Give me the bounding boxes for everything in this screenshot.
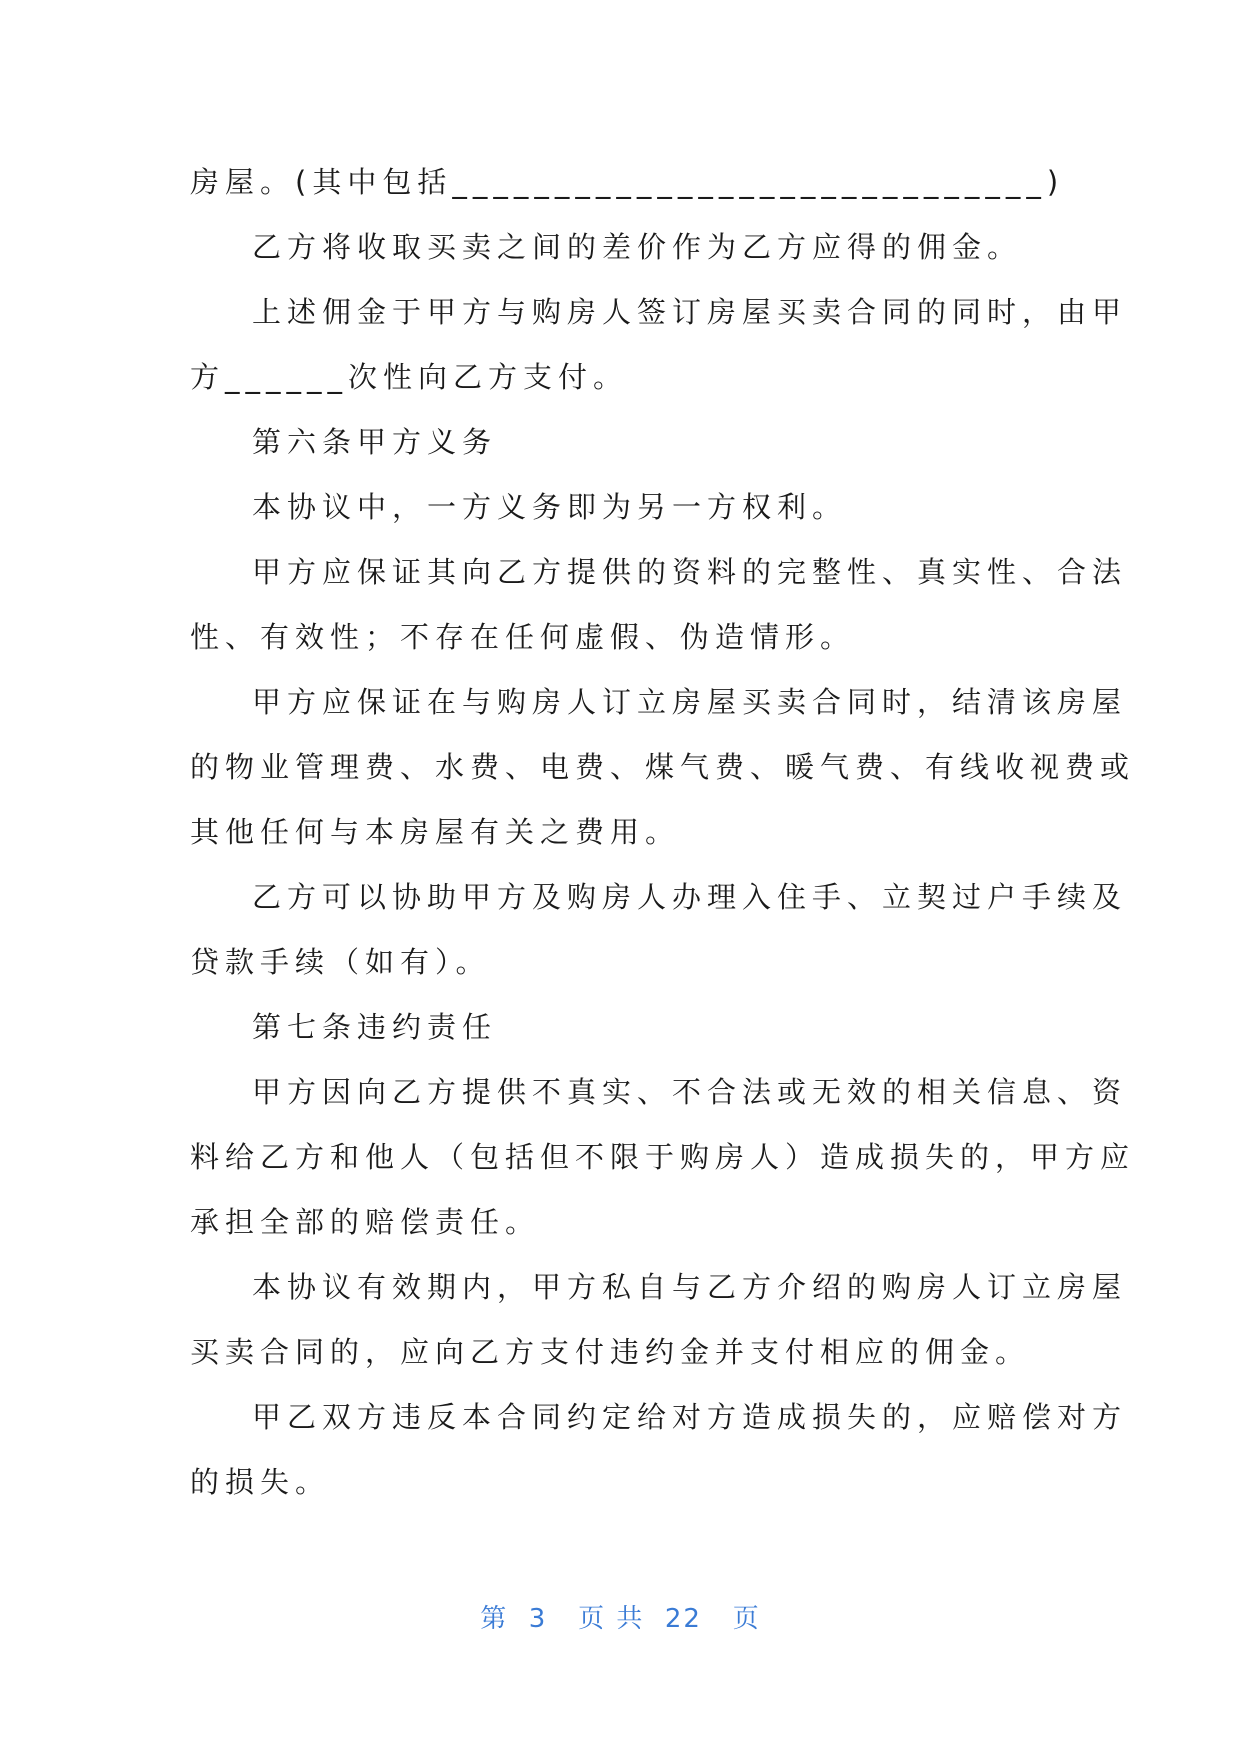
text-line: 甲乙双方违反本合同约定给对方造成损失的，应赔偿对方 xyxy=(252,1400,1128,1434)
text-line: 甲方应保证在与购房人订立房屋买卖合同时，结清该房屋 xyxy=(252,685,1128,719)
text-line: 甲方应保证其向乙方提供的资料的完整性、真实性、合法 xyxy=(252,555,1128,589)
text-line: 上述佣金于甲方与购房人签订房屋买卖合同的同时，由甲 xyxy=(252,295,1128,329)
text-line: 甲方因向乙方提供不真实、不合法或无效的相关信息、资 xyxy=(252,1075,1128,1109)
text-line: 买卖合同的，应向乙方支付违约金并支付相应的佣金。 xyxy=(190,1335,1031,1369)
text-line: 乙方可以协助甲方及购房人办理入住手、立契过户手续及 xyxy=(252,880,1128,914)
text-line: 方______次性向乙方支付。 xyxy=(190,360,629,394)
text-line: 本协议中，一方义务即为另一方权利。 xyxy=(252,490,848,524)
page-number-footer: 第 3 页 共 22 页 xyxy=(480,1604,761,1634)
text-line: 其他任何与本房屋有关之费用。 xyxy=(190,815,681,849)
section-heading: 第七条违约责任 xyxy=(252,1010,498,1044)
text-line: 房屋。(其中包括_____________________________) xyxy=(190,165,1065,199)
text-line: 贷款手续（如有）。 xyxy=(190,945,491,979)
text-line: 料给乙方和他人（包括但不限于购房人）造成损失的，甲方应 xyxy=(190,1140,1136,1174)
text-line: 性、有效性；不存在任何虚假、伪造情形。 xyxy=(190,620,856,654)
text-line: 的损失。 xyxy=(190,1465,331,1499)
text-line: 乙方将收取买卖之间的差价作为乙方应得的佣金。 xyxy=(252,230,1023,264)
section-heading: 第六条甲方义务 xyxy=(252,425,498,459)
text-line: 本协议有效期内，甲方私自与乙方介绍的购房人订立房屋 xyxy=(252,1270,1128,1304)
text-line: 的物业管理费、水费、电费、煤气费、暖气费、有线收视费或 xyxy=(190,750,1136,784)
text-line: 承担全部的赔偿责任。 xyxy=(190,1205,541,1239)
document-body xyxy=(190,150,1136,1515)
